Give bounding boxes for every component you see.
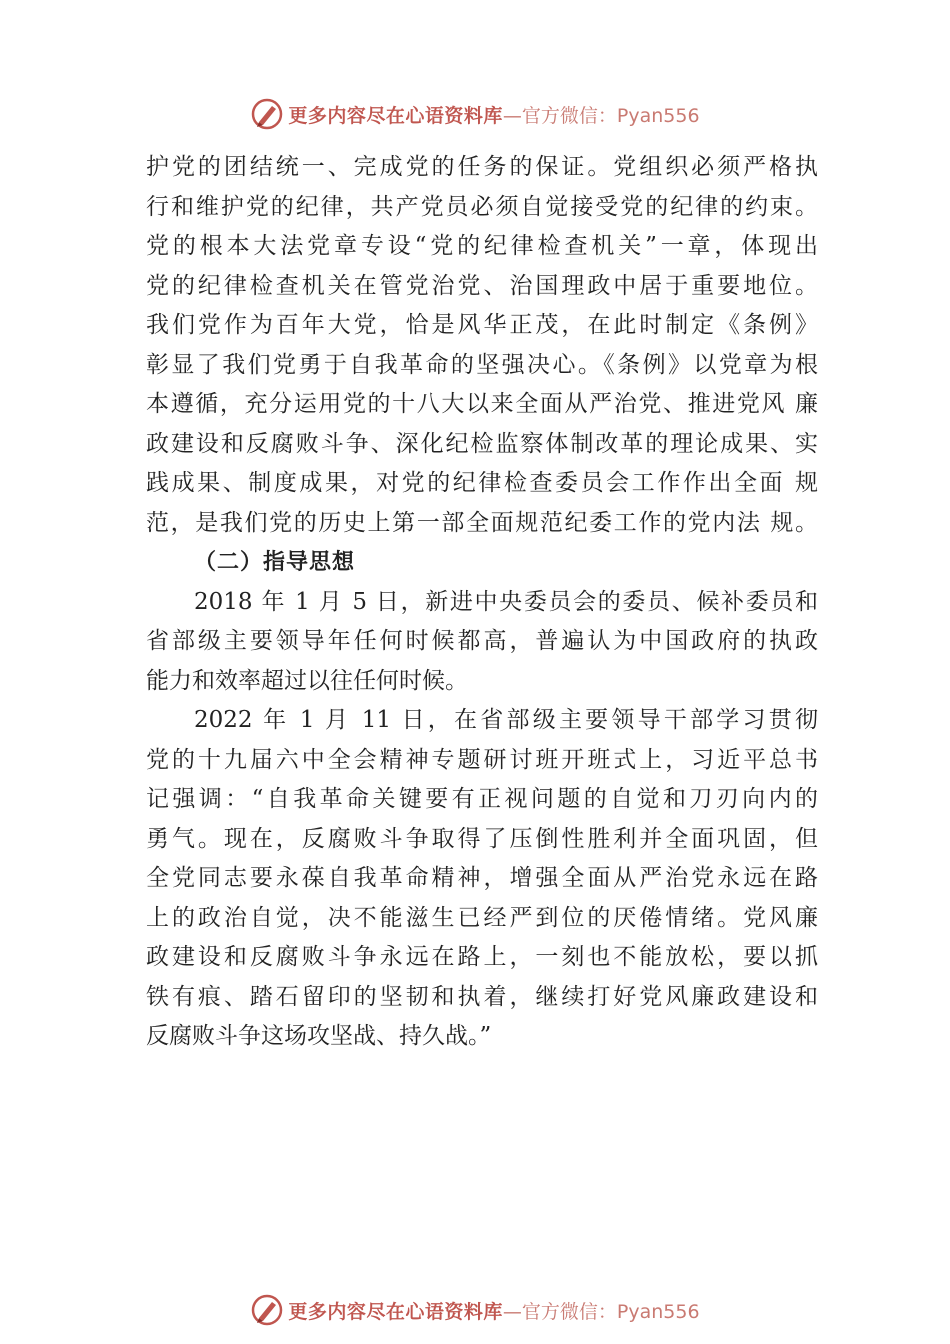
pen-logo-icon [250,97,284,131]
text-line: 省部级主要领导年任何时候都高，普遍认为中国政府的执政 [146,628,818,654]
text-line: 2022 年 1 月 11 日，在省部级主要领导干部学习贯彻 [194,707,818,733]
pen-logo-icon [250,1293,284,1327]
text-line: 记强调：“自我革命关键要有正视问题的自觉和刀刃向内的 [146,786,818,812]
banner-sub-text: —官方微信：Pyan556 [502,104,700,127]
text-line: 反腐败斗争这场攻坚战、持久战。” [146,1023,492,1049]
paragraph-2022 [146,701,818,1057]
text-line: 上的政治自觉，决不能滋生已经严到位的厌倦情绪。党风廉 [146,904,818,931]
text-line: 范，是我们党的历史上第一部全面规范纪委工作的党内法 规。 [146,509,818,536]
text-line: 能力和效率超过以往任何时候。 [146,667,468,694]
text-line: 行和维护党的纪律，共产党员必须自觉接受党的纪律的约束。 [146,193,818,220]
text-line: 我们党作为百年大党，恰是风华正茂，在此时制定《条例》 [146,312,818,338]
banner-main-text: 更多内容尽在心语资料库 [288,1300,503,1323]
text-line: 党的十九届六中全会精神专题研讨班开班式上，习近平总书 [146,746,818,773]
header-banner [0,94,950,134]
text-line: 彰显了我们党勇于自我革命的坚强决心。《条例》以党章为根 [146,351,818,378]
text-line: 党的根本大法党章专设“党的纪律检查机关”一章，体现出 [146,233,818,259]
footer-banner [0,1290,950,1330]
text-line: 践成果、制度成果，对党的纪律检查委员会工作作出全面 规 [146,470,818,496]
section-heading: （二）指导思想 [194,549,356,575]
text-line: 政建设和反腐败斗争永远在路上，一刻也不能放松，要以抓 [146,944,818,970]
banner-main-text: 更多内容尽在心语资料库 [288,104,503,127]
text-line: 勇气。现在，反腐败斗争取得了压倒性胜利并全面巩固，但 [146,825,818,852]
section1-paragraph [146,148,818,543]
text-line: 党的纪律检查机关在管党治党、治国理政中居于重要地位。 [146,272,818,299]
text-line: 全党同志要永葆自我革命精神，增强全面从严治党永远在路 [146,865,818,891]
text-line: 本遵循，充分运用党的十八大以来全面从严治党、推进党风 廉 [146,391,818,417]
text-line: 铁有痕、踏石留印的坚韧和执着，继续打好党风廉政建设和 [146,983,818,1010]
banner-sub-text: —官方微信：Pyan556 [502,1300,700,1323]
text-line: 2018 年 1 月 5 日，新进中央委员会的委员、候补委员和 [194,588,818,615]
document-body [146,148,818,1057]
paragraph-2018 [146,583,818,702]
text-line: 政建设和反腐败斗争、深化纪检监察体制改革的理论成果、实 [146,430,818,457]
text-line: 护党的团结统一、完成党的任务的保证。党组织必须严格执 [146,154,818,180]
